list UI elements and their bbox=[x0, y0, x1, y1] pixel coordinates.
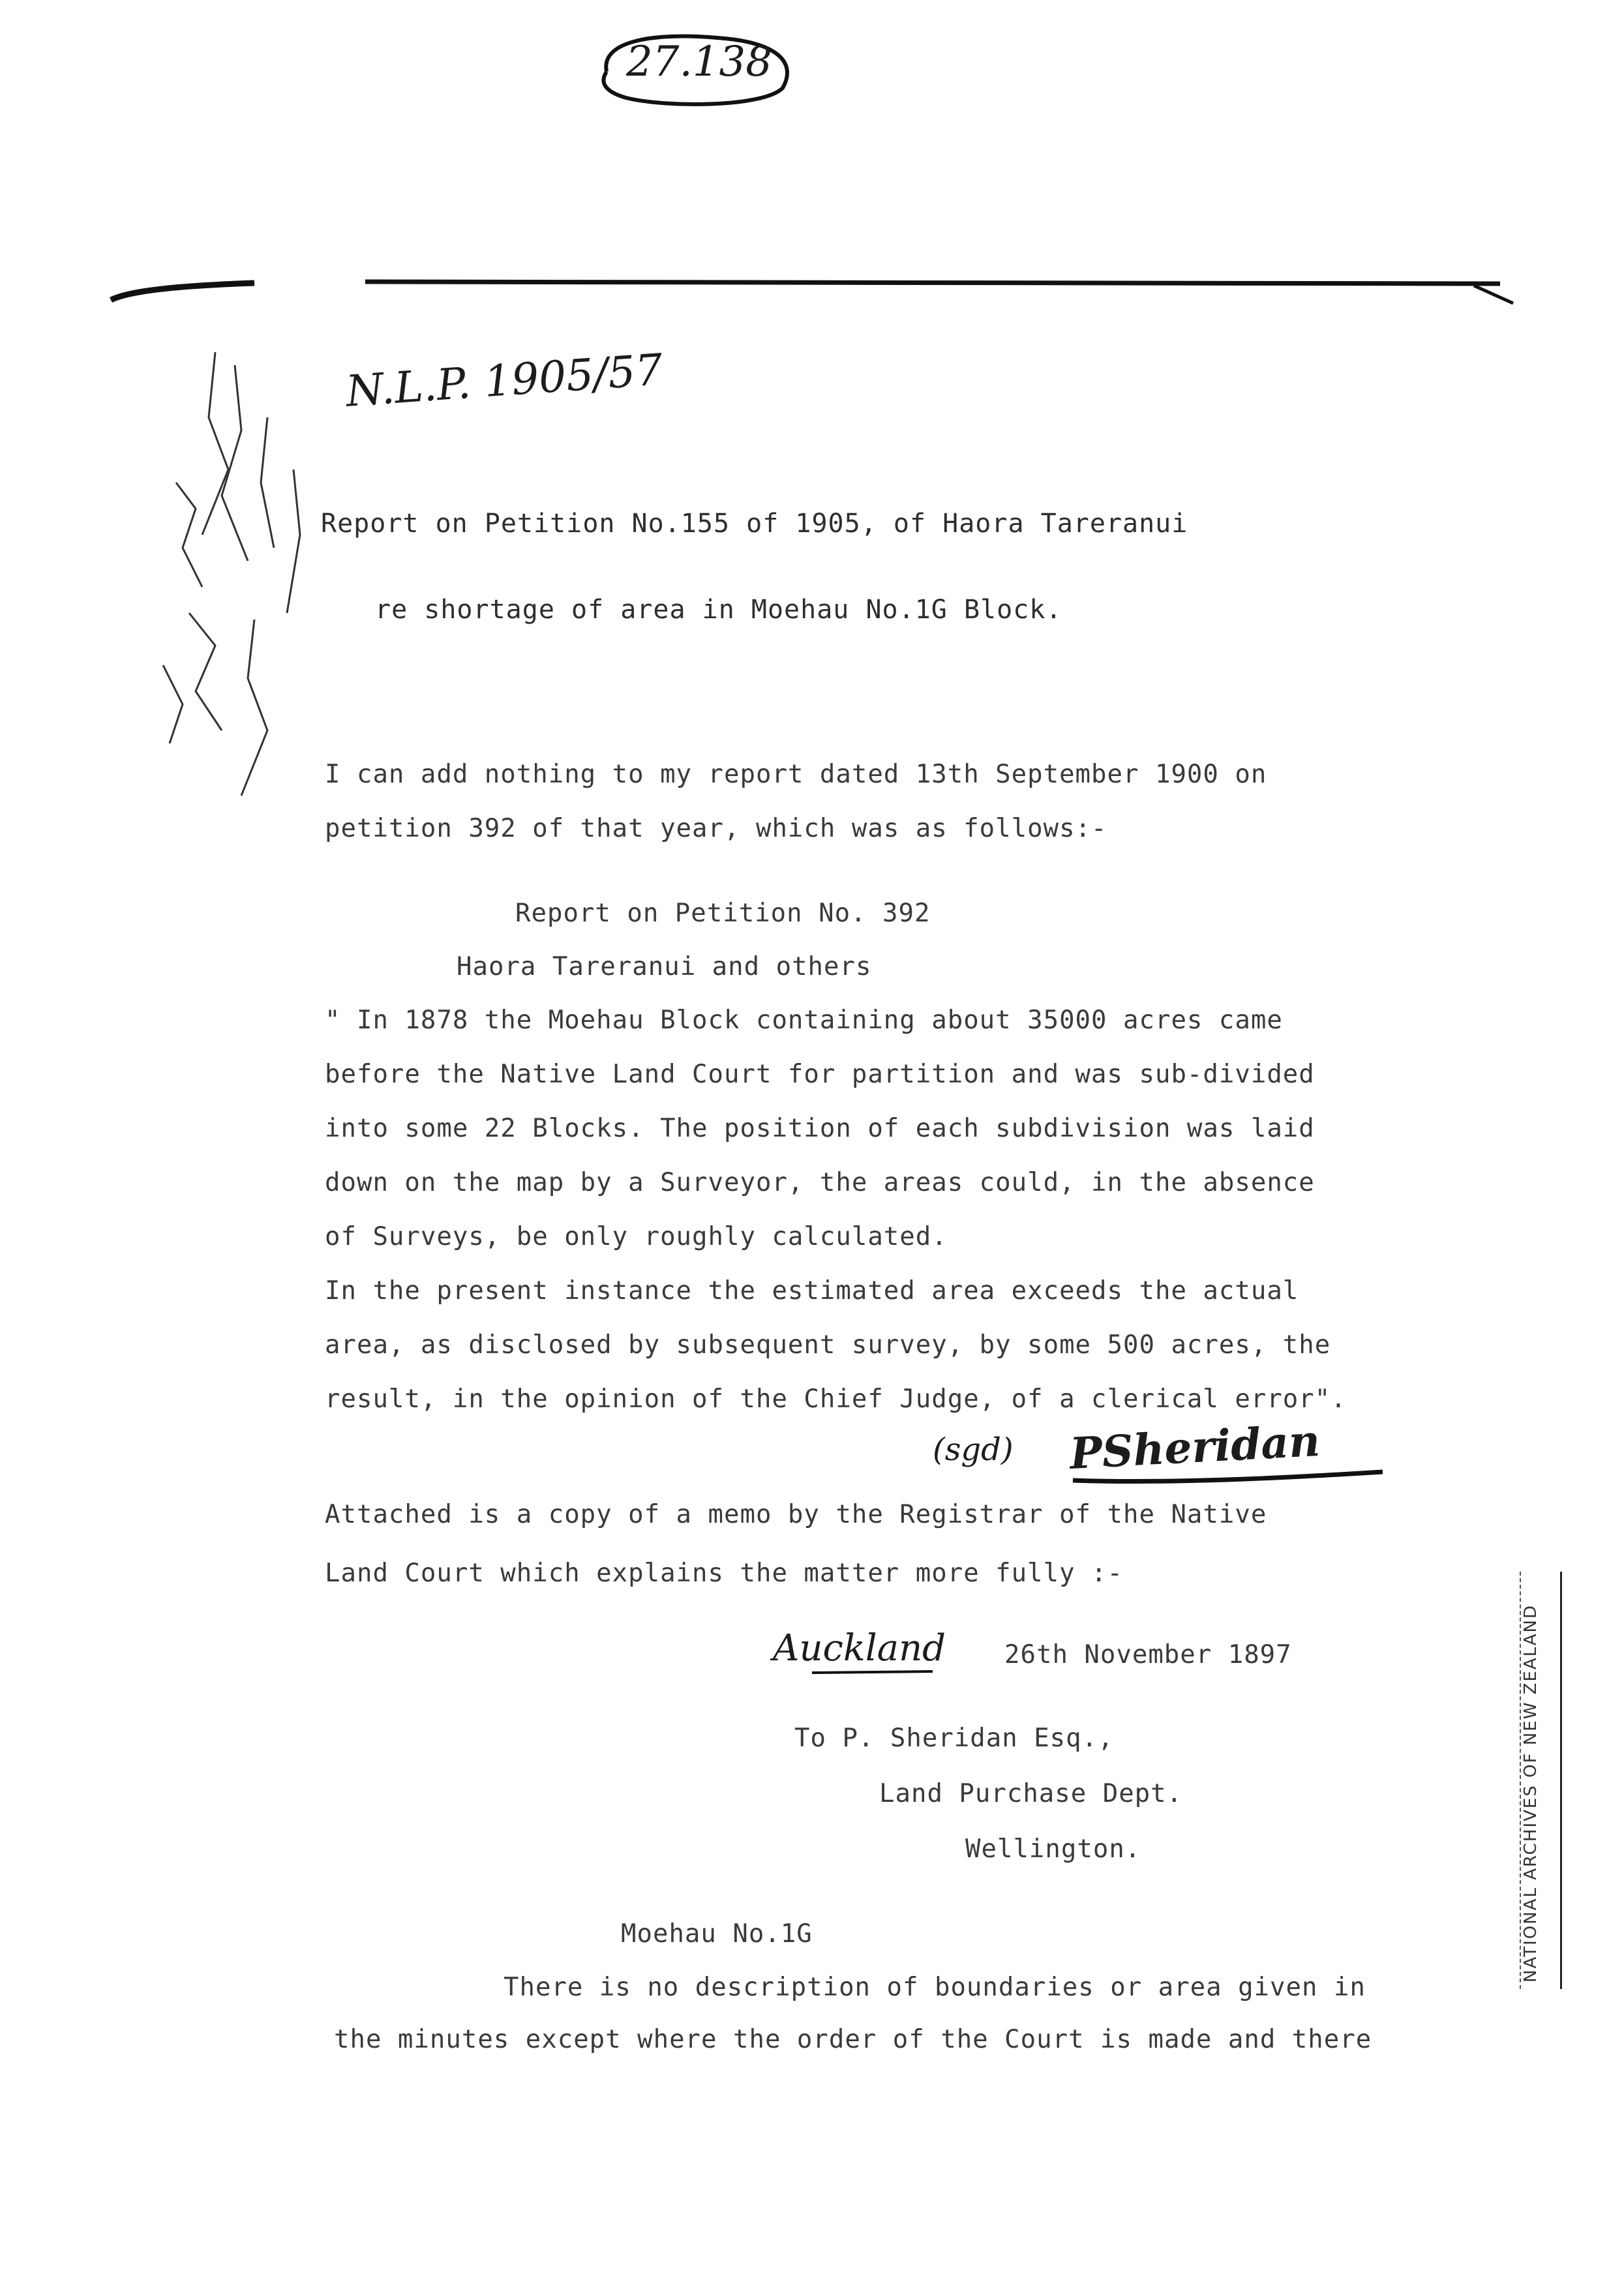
signature: PSheridan bbox=[1068, 1415, 1321, 1479]
memo-date: 26th November 1897 bbox=[1004, 1640, 1292, 1669]
memo-to-line-3: Wellington. bbox=[965, 1834, 1141, 1864]
memo-subject: Moehau No.1G bbox=[621, 1919, 813, 1949]
margin-marks bbox=[137, 339, 333, 874]
quoted-line-2: before the Native Land Court for partition and was sub-divided bbox=[325, 1060, 1315, 1089]
attached-line-2: Land Court which explains the matter more fully :- bbox=[325, 1559, 1123, 1588]
intro-line-1: I can add nothing to my report dated 13th September 1900 on bbox=[325, 760, 1267, 789]
memo-to-line-1: To P. Sheridan Esq., bbox=[794, 1724, 1114, 1753]
memo-body-line-2: the minutes except where the order of the Court is made and there bbox=[334, 2025, 1372, 2054]
quoted-line-7: area, as disclosed by subsequent survey, by some 500 acres, the bbox=[325, 1330, 1331, 1360]
signature-underline bbox=[1070, 1464, 1396, 1490]
archive-stamp: NATIONAL ARCHIVES OF NEW ZEALAND bbox=[1521, 1604, 1541, 1982]
memo-to-line-2: Land Purchase Dept. bbox=[879, 1779, 1183, 1808]
memo-place: Auckland bbox=[773, 1627, 946, 1669]
signature-prefix: (sgd) bbox=[933, 1431, 1014, 1468]
quoted-line-5: of Surveys, be only roughly calculated. bbox=[325, 1222, 948, 1251]
quoted-line-3: into some 22 Blocks. The position of each subdivision was laid bbox=[325, 1114, 1315, 1143]
quoted-line-4: down on the map by a Surveyor, the areas could, in the absence bbox=[325, 1168, 1315, 1197]
report-subtitle: re shortage of area in Moehau No.1G Block. bbox=[375, 595, 1062, 625]
report-title: Report on Petition No.155 of 1905, of Haora Tareranui bbox=[321, 509, 1188, 539]
quoted-line-8: result, in the opinion of the Chief Judge, of a clerical error". bbox=[325, 1384, 1347, 1414]
quoted-line-1: " In 1878 the Moehau Block containing about 35000 acres came bbox=[325, 1006, 1283, 1035]
memo-body-line-1: There is no description of boundaries or area given in bbox=[504, 1973, 1366, 2002]
memo-place-underline bbox=[809, 1666, 939, 1679]
file-reference: N.L.P. 1905/57 bbox=[344, 344, 665, 417]
top-rule bbox=[104, 274, 1526, 313]
folio-number: 27.138 bbox=[626, 38, 772, 86]
attached-line-1: Attached is a copy of a memo by the Registrar of the Native bbox=[325, 1500, 1267, 1529]
quoted-report-heading: Report on Petition No. 392 bbox=[515, 899, 931, 928]
quoted-line-6: In the present instance the estimated area exceeds the actual bbox=[325, 1276, 1299, 1306]
intro-line-2: petition 392 of that year, which was as follows:- bbox=[325, 814, 1107, 843]
quoted-report-subheading: Haora Tareranui and others bbox=[457, 952, 872, 981]
